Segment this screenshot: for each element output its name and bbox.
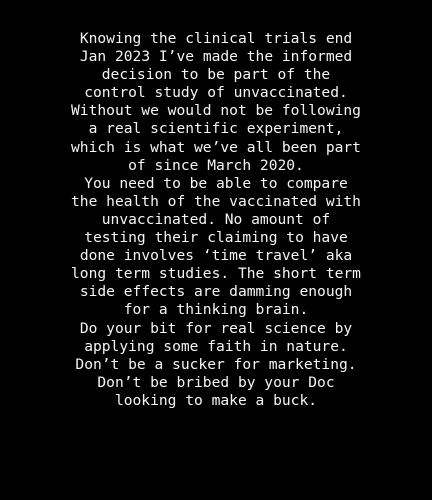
- text-line: long term studies. The short term: [71, 265, 361, 283]
- text-line: control study of unvaccinated.: [84, 84, 348, 102]
- text-line: Don’t be a sucker for marketing.: [75, 355, 357, 373]
- text-line: You need to be able to compare: [84, 174, 348, 192]
- text-line: which is what we’ve all been part: [71, 138, 361, 156]
- text-line: Jan 2023 I’ve made the informed: [79, 48, 353, 66]
- text-line: done involves ‘time travel’ aka: [79, 247, 353, 265]
- text-line: testing their claiming to have: [84, 229, 348, 247]
- text-line: of since March 2020.: [128, 156, 304, 174]
- text-line: the health of the vaccinated with: [71, 192, 361, 210]
- text-line: a real scientific experiment,: [88, 120, 344, 138]
- text-line: for a thinking brain.: [123, 301, 309, 319]
- text-line: Knowing the clinical trials end: [79, 30, 353, 47]
- text-line: Without we would not be following: [71, 102, 361, 120]
- text-line: decision to be part of the: [101, 66, 331, 84]
- story-text: [0, 30, 432, 410]
- text-line: side effects are damming enough: [79, 283, 353, 301]
- text-line: Do your bit for real science by: [79, 319, 353, 337]
- text-line: Don’t be bribed by your Doc: [97, 373, 335, 391]
- text-line: applying some faith in nature.: [84, 337, 348, 355]
- text-line: unvaccinated. No amount of: [101, 210, 331, 228]
- text-line: looking to make a buck.: [114, 391, 318, 409]
